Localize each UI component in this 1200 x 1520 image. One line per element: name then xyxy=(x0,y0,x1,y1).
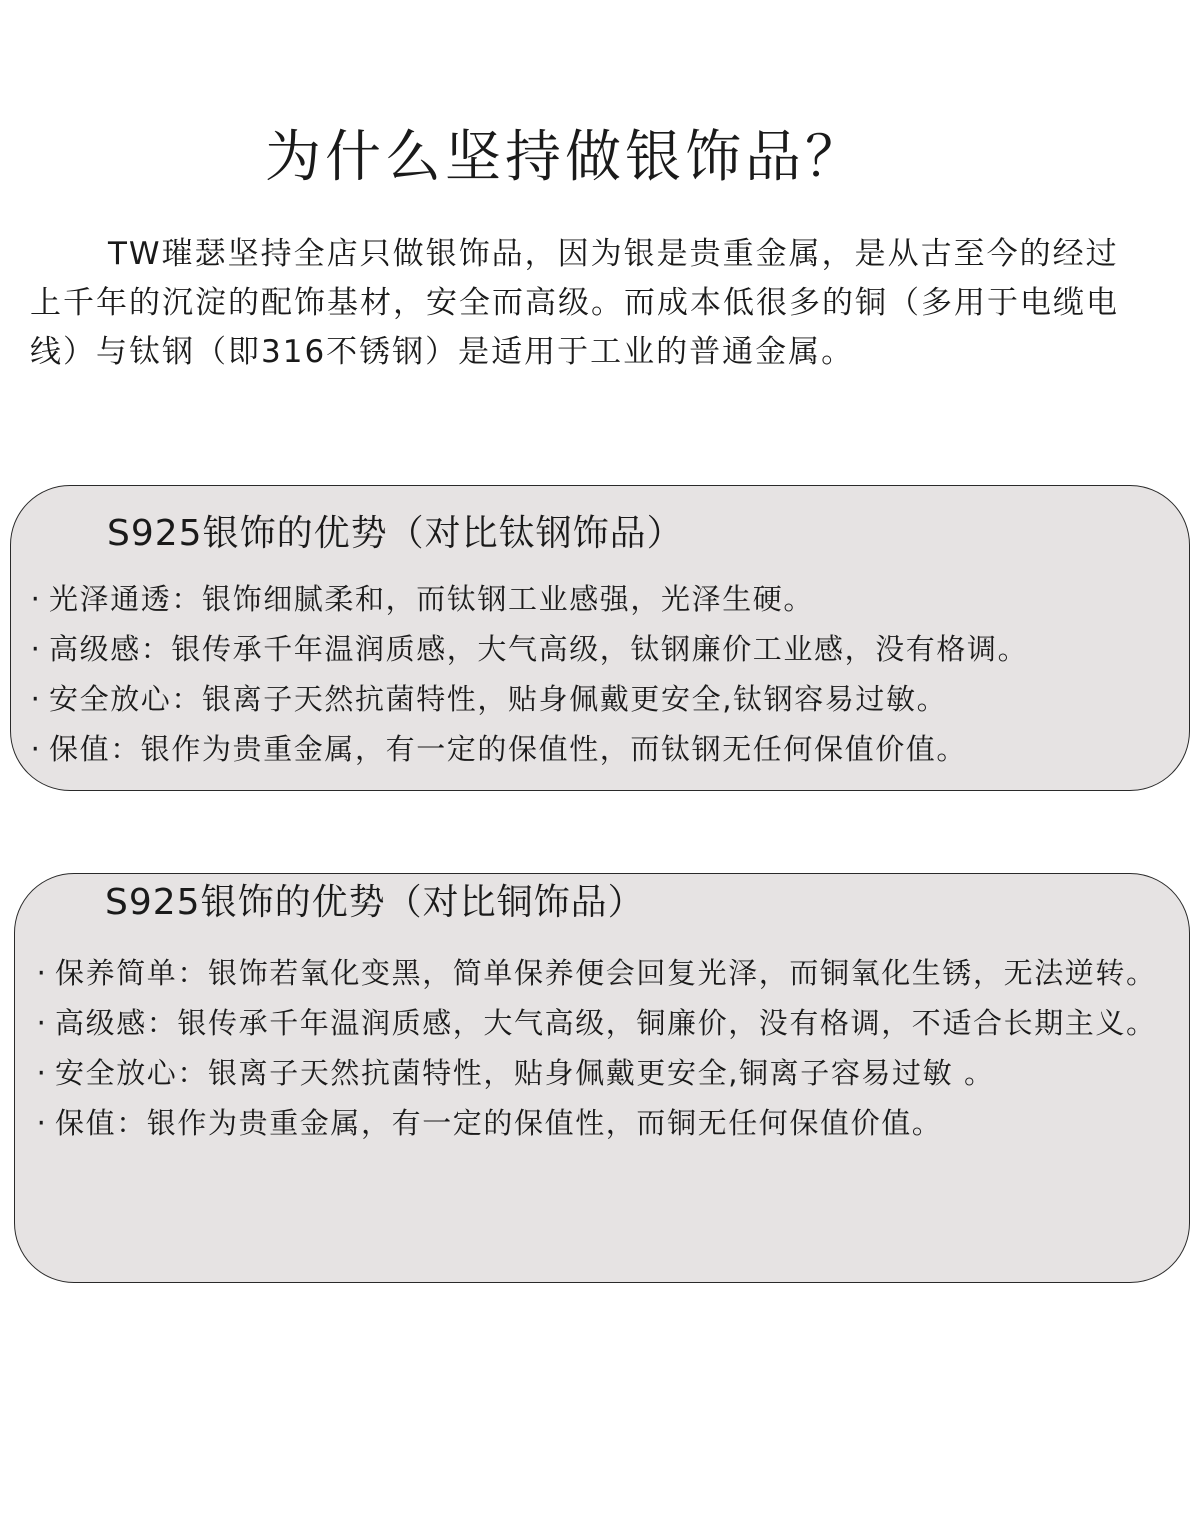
list-item xyxy=(29,1048,1169,1098)
list-item xyxy=(29,1098,1169,1148)
list-item xyxy=(29,998,1169,1048)
bullet-icon: · xyxy=(36,1056,48,1090)
bullet-icon: · xyxy=(36,956,48,990)
list-item xyxy=(23,674,1183,724)
titanium-comparison-panel xyxy=(10,485,1190,791)
bullet-icon: · xyxy=(36,1006,48,1040)
bullet-icon: · xyxy=(36,1106,48,1140)
list-item-text: 光泽通透：银饰细腻柔和，而钛钢工业感强，光泽生硬。 xyxy=(49,582,815,616)
list-item-text: 保养简单：银饰若氧化变黑，简单保养便会回复光泽，而铜氧化生锈，无法逆转。 xyxy=(55,956,1157,990)
copper-panel-title: S925银饰的优势（对比铜饰品） xyxy=(105,882,645,923)
bullet-icon: · xyxy=(30,682,42,716)
list-item-text: 安全放心：银离子天然抗菌特性，贴身佩戴更安全,铜离子容易过敏 。 xyxy=(55,1056,995,1090)
copper-advantages-list xyxy=(29,948,1169,1148)
list-item-text: 保值：银作为贵重金属，有一定的保值性，而铜无任何保值价值。 xyxy=(55,1106,943,1140)
titanium-panel-title: S925银饰的优势（对比钛钢饰品） xyxy=(107,513,684,554)
list-item-text: 高级感：银传承千年温润质感，大气高级，铜廉价，没有格调，不适合长期主义。 xyxy=(55,1006,1157,1040)
list-item-text: 保值：银作为贵重金属，有一定的保值性，而钛钢无任何保值价值。 xyxy=(49,732,968,766)
copper-comparison-panel xyxy=(14,873,1190,1283)
list-item xyxy=(23,724,1183,774)
bullet-icon: · xyxy=(30,732,42,766)
titanium-advantages-list xyxy=(23,574,1183,774)
list-item-text: 安全放心：银离子天然抗菌特性，贴身佩戴更安全,钛钢容易过敏。 xyxy=(49,682,948,716)
list-item xyxy=(29,948,1169,998)
bullet-icon: · xyxy=(30,632,42,666)
intro-text: TW璀瑟坚持全店只做银饰品，因为银是贵重金属，是从古至今的经过上千年的沉淀的配饰基材，安全而高级。而成本低很多的铜（多用于电缆电线）与钛钢（即316不锈钢）是适用于工业的普通金属。 xyxy=(30,236,1119,370)
intro-paragraph xyxy=(30,230,1140,377)
list-item-text: 高级感：银传承千年温润质感，大气高级，钛钢廉价工业感，没有格调。 xyxy=(49,632,1029,666)
bullet-icon: · xyxy=(30,582,42,616)
page-title: 为什么坚持做银饰品？ xyxy=(265,125,865,190)
list-item xyxy=(23,624,1183,674)
list-item xyxy=(23,574,1183,624)
